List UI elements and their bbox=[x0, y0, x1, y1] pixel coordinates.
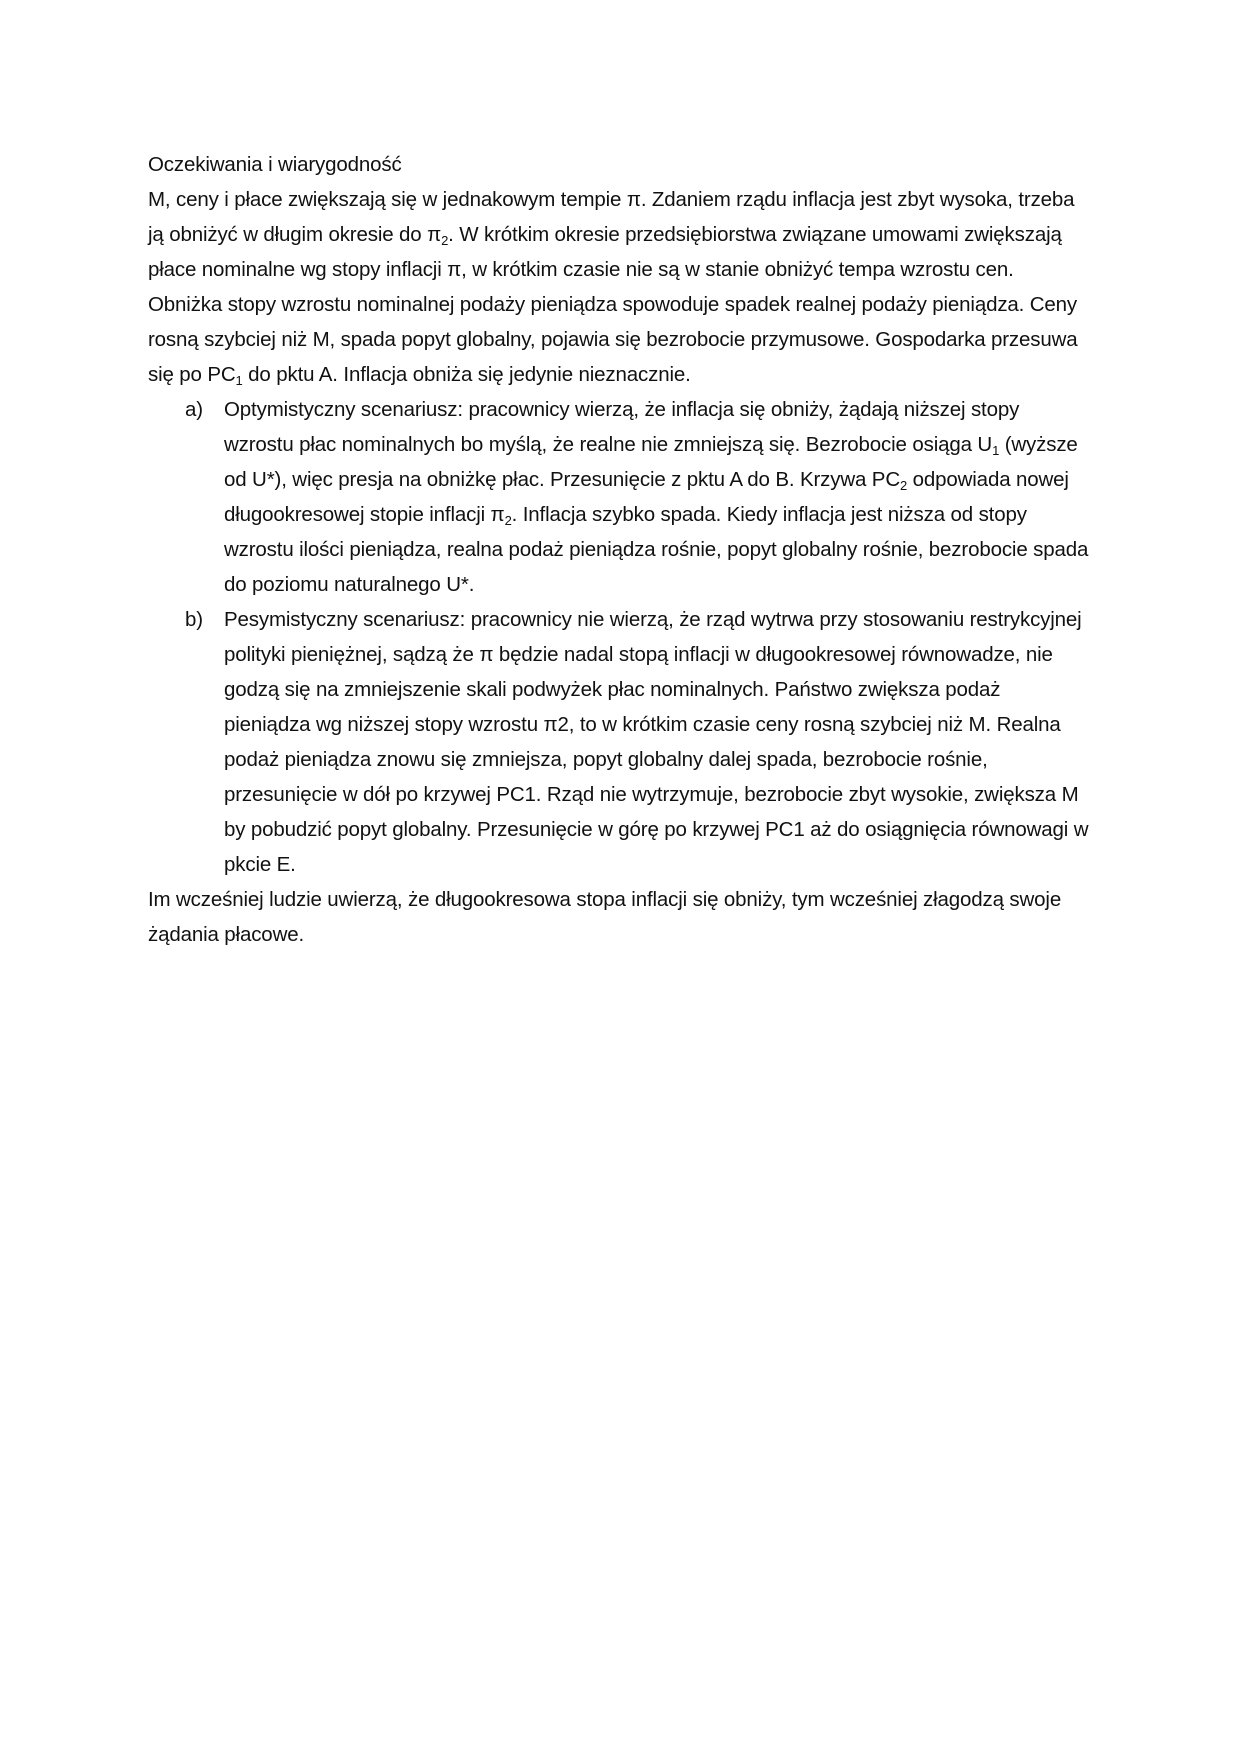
intro-paragraph bbox=[148, 182, 1092, 392]
scenario-a-marker: a) bbox=[185, 398, 203, 421]
scenario-a-text-2: (wyższe od U*), więc presja na obniżkę płac. Przesunięcie z pktu A do B. Krzywa PC bbox=[224, 433, 1078, 491]
scenario-a-subscript-2: 2 bbox=[899, 478, 908, 493]
intro-subscript-1: 2 bbox=[441, 233, 449, 248]
scenario-a-text-4: . Inflacja szybko spada. Kiedy inflacja jest niższa od stopy wzrostu ilości pieniądza, realna podaż pieniądza rośnie, popyt globalny rośnie, bezrobocie spada do poziomu naturalnego U*. bbox=[224, 503, 1089, 596]
scenario-b-text: Pesymistyczny scenariusz: pracownicy nie wierzą, że rząd wytrwa przy stosowaniu restrykcyjnej polityki pieniężnej, sądzą że π będzie nadal stopą inflacji w długookresowej równowadze, nie godzą się na zmniejszenie skali podwyżek płac nominalnych. Państwo zwiększa podaż pieniądza wg niższej stopy wzrostu π2, to w krótkim czasie ceny rosną szybciej niż M. Realna podaż pieniądza znowu się zmniejsza, popyt globalny dalej spada, bezrobocie rośnie, przesunięcie w dół po krzywej PC1. Rząd nie wytrzymuje, bezrobocie zbyt wysokie, zwiększa M by pobudzić popyt globalny. Przesunięcie w górę po krzywej PC1 aż do osiągnięcia równowagi w pkcie E. bbox=[224, 608, 1089, 876]
scenario-a-subscript-3: 2 bbox=[504, 513, 512, 528]
intro-text-3: do pktu A. Inflacja obniża się jedynie nieznacznie. bbox=[242, 363, 691, 386]
scenario-b-marker: b) bbox=[185, 608, 203, 631]
intro-text-2: . W krótkim okresie przedsiębiorstwa związane umowami zwiększają płace nominalne wg stopy inflacji π, w krótkim czasie nie są w stanie obniżyć tempa wzrostu cen. Obniżka stopy wzrostu nominalnej podaży pieniądza spowoduje spadek realnej podaży pieniądza. Ceny rosną szybciej niż M, spada popyt globalny, pojawia się bezrobocie przymusowe. Gospodarka przesuwa się po PC bbox=[148, 223, 1078, 386]
intro-text-1: M, ceny i płace zwiększają się w jednakowym tempie π. Zdaniem rządu inflacja jest zbyt wysoka, trzeba ją obniżyć w długim okresie do π bbox=[148, 188, 1075, 246]
document-body bbox=[148, 147, 1092, 952]
scenario-a-text-1: Optymistyczny scenariusz: pracownicy wierzą, że inflacja się obniży, żądają niższej stopy wzrostu płac nominalnych bo myślą, że realne nie zmniejszą się. Bezrobocie osiąga U bbox=[224, 398, 1020, 456]
scenario-a-item bbox=[148, 392, 1092, 602]
document-title: Oczekiwania i wiarygodność bbox=[148, 153, 402, 176]
scenario-a-text-3: odpowiada nowej długookresowej stopie inflacji π bbox=[224, 468, 1069, 526]
intro-subscript-2: 1 bbox=[235, 373, 243, 388]
scenario-list bbox=[148, 392, 1092, 882]
scenario-b-item bbox=[148, 602, 1092, 882]
scenario-a-subscript-1: 1 bbox=[992, 443, 1000, 458]
conclusion-paragraph: Im wcześniej ludzie uwierzą, że długookresowa stopa inflacji się obniży, tym wcześniej złagodzą swoje żądania płacowe. bbox=[148, 888, 1062, 946]
